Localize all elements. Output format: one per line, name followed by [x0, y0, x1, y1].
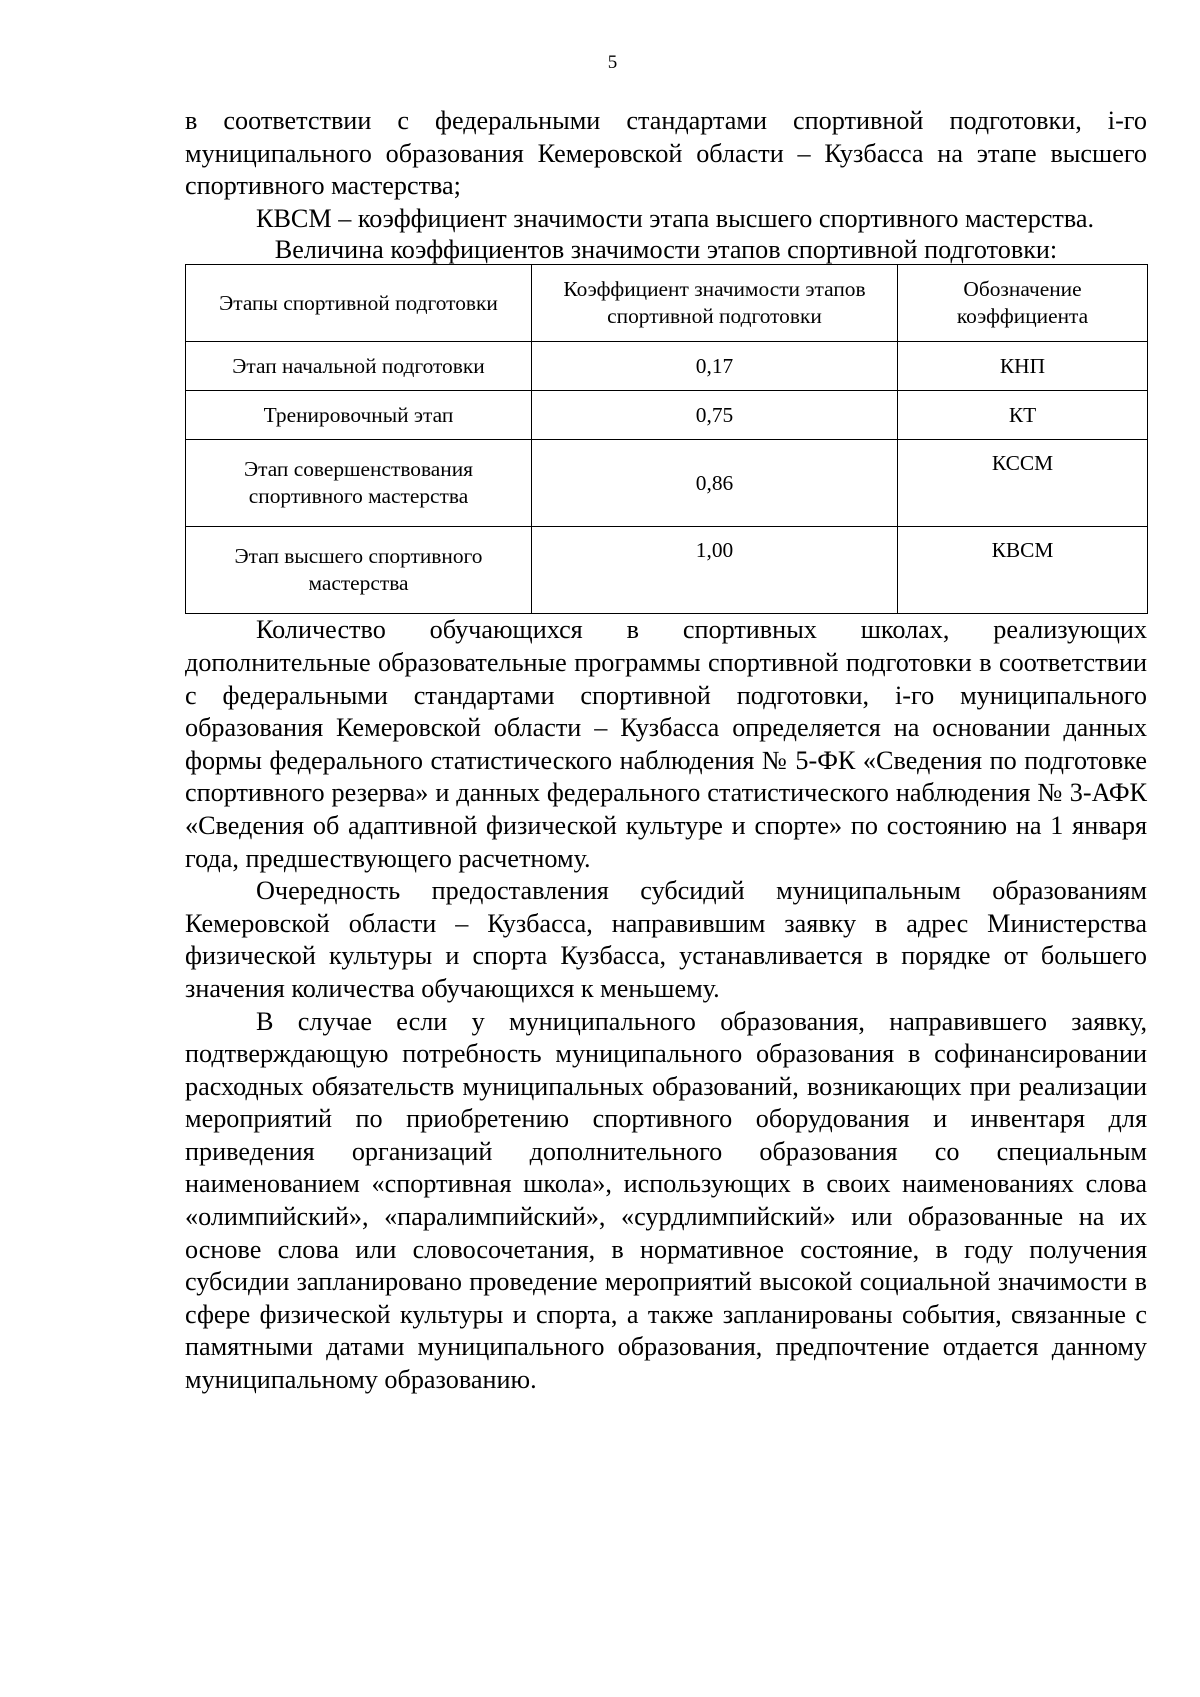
table-header-cell: Обозначение коэффициента [898, 265, 1148, 342]
table-caption: Величина коэффициентов значимости этапов спортивной подготовки: [274, 235, 1058, 265]
table-cell-coefficient: 0,75 [532, 391, 898, 440]
table-header-cell: Этапы спортивной подготовки [186, 265, 532, 342]
table-cell-coefficient: 0,17 [532, 342, 898, 391]
table-cell-stage: Этап начальной подготовки [186, 342, 532, 391]
table-row [186, 527, 1148, 614]
table-row [186, 342, 1148, 391]
table-header-cell: Коэффициент значимости этапов спортивной подготовки [532, 265, 898, 342]
table-cell-stage: Этап совершенствования спортивного мастерства [186, 440, 532, 527]
table-cell-stage: Этап высшего спортивного мастерства [186, 527, 532, 614]
table-cell-designation: КВСМ [898, 527, 1148, 614]
page-number: 5 [607, 52, 618, 73]
table-cell-stage: Тренировочный этап [186, 391, 532, 440]
table-row [186, 440, 1148, 527]
intro-paragraph-continuation: в соответствии с федеральными стандартами спортивной подготовки, i-го муниципального образования Кемеровской области – Кузбасса на этапе высшего спортивного мастерства; [185, 106, 1147, 201]
kvsm-definition-paragraph: КВСМ – коэффициент значимости этапа высшего спортивного мастерства. [256, 203, 1095, 233]
table-row [186, 391, 1148, 440]
table-cell-coefficient: 1,00 [532, 527, 898, 614]
table-cell-designation: КССМ [898, 440, 1148, 527]
table-cell-designation: КТ [898, 391, 1148, 440]
preference-paragraph: В случае если у муниципального образования, направившего заявку, подтверждающую потребность муниципального образования в софинансировании расходных обязательств муниципальных образований, возникающих при реализации мероприятий по приобретению спортивного оборудования и инвентаря для приведения организаций дополнительного образования со специальным наименованием «спортивная школа», использующих в своих наименованиях слова «олимпийский», «паралимпийский», «сурдлимпийский» или образованные на их основе слова или словосочетания, в нормативное состояние, в году получения субсидии запланировано проведение мероприятий высокой социальной значимости в сфере физической культуры и спорта, а также запланированы события, связанные с памятными датами муниципального образования, предпочтение отдается данному муниципальному образованию. [185, 1006, 1147, 1395]
document-body [185, 105, 1147, 1397]
table-cell-coefficient: 0,86 [532, 440, 898, 527]
student-count-paragraph: Количество обучающихся в спортивных школах, реализующих дополнительные образовательные программы спортивной подготовки в соответствии с федеральными стандартами спортивной подготовки, i-го муниципального образования Кемеровской области – Кузбасса определяется на основании данных формы федерального статистического наблюдения № 5-ФК «Сведения по подготовке спортивного резерва» и данных федерального статистического наблюдения № 3-АФК «Сведения об адаптивной физической культуре и спорте» по состоянию на 1 января года, предшествующего расчетному. [185, 615, 1147, 873]
coefficients-table [185, 264, 1148, 614]
table-cell-designation: КНП [898, 342, 1148, 391]
subsidy-order-paragraph: Очередность предоставления субсидий муниципальным образованиям Кемеровской области – Кузбасса, направившим заявку в адрес Министерства физической культуры и спорта Кузбасса, устанавливается в порядке от большего значения количества обучающихся к меньшему. [185, 876, 1147, 1003]
table-header-row [186, 265, 1148, 342]
